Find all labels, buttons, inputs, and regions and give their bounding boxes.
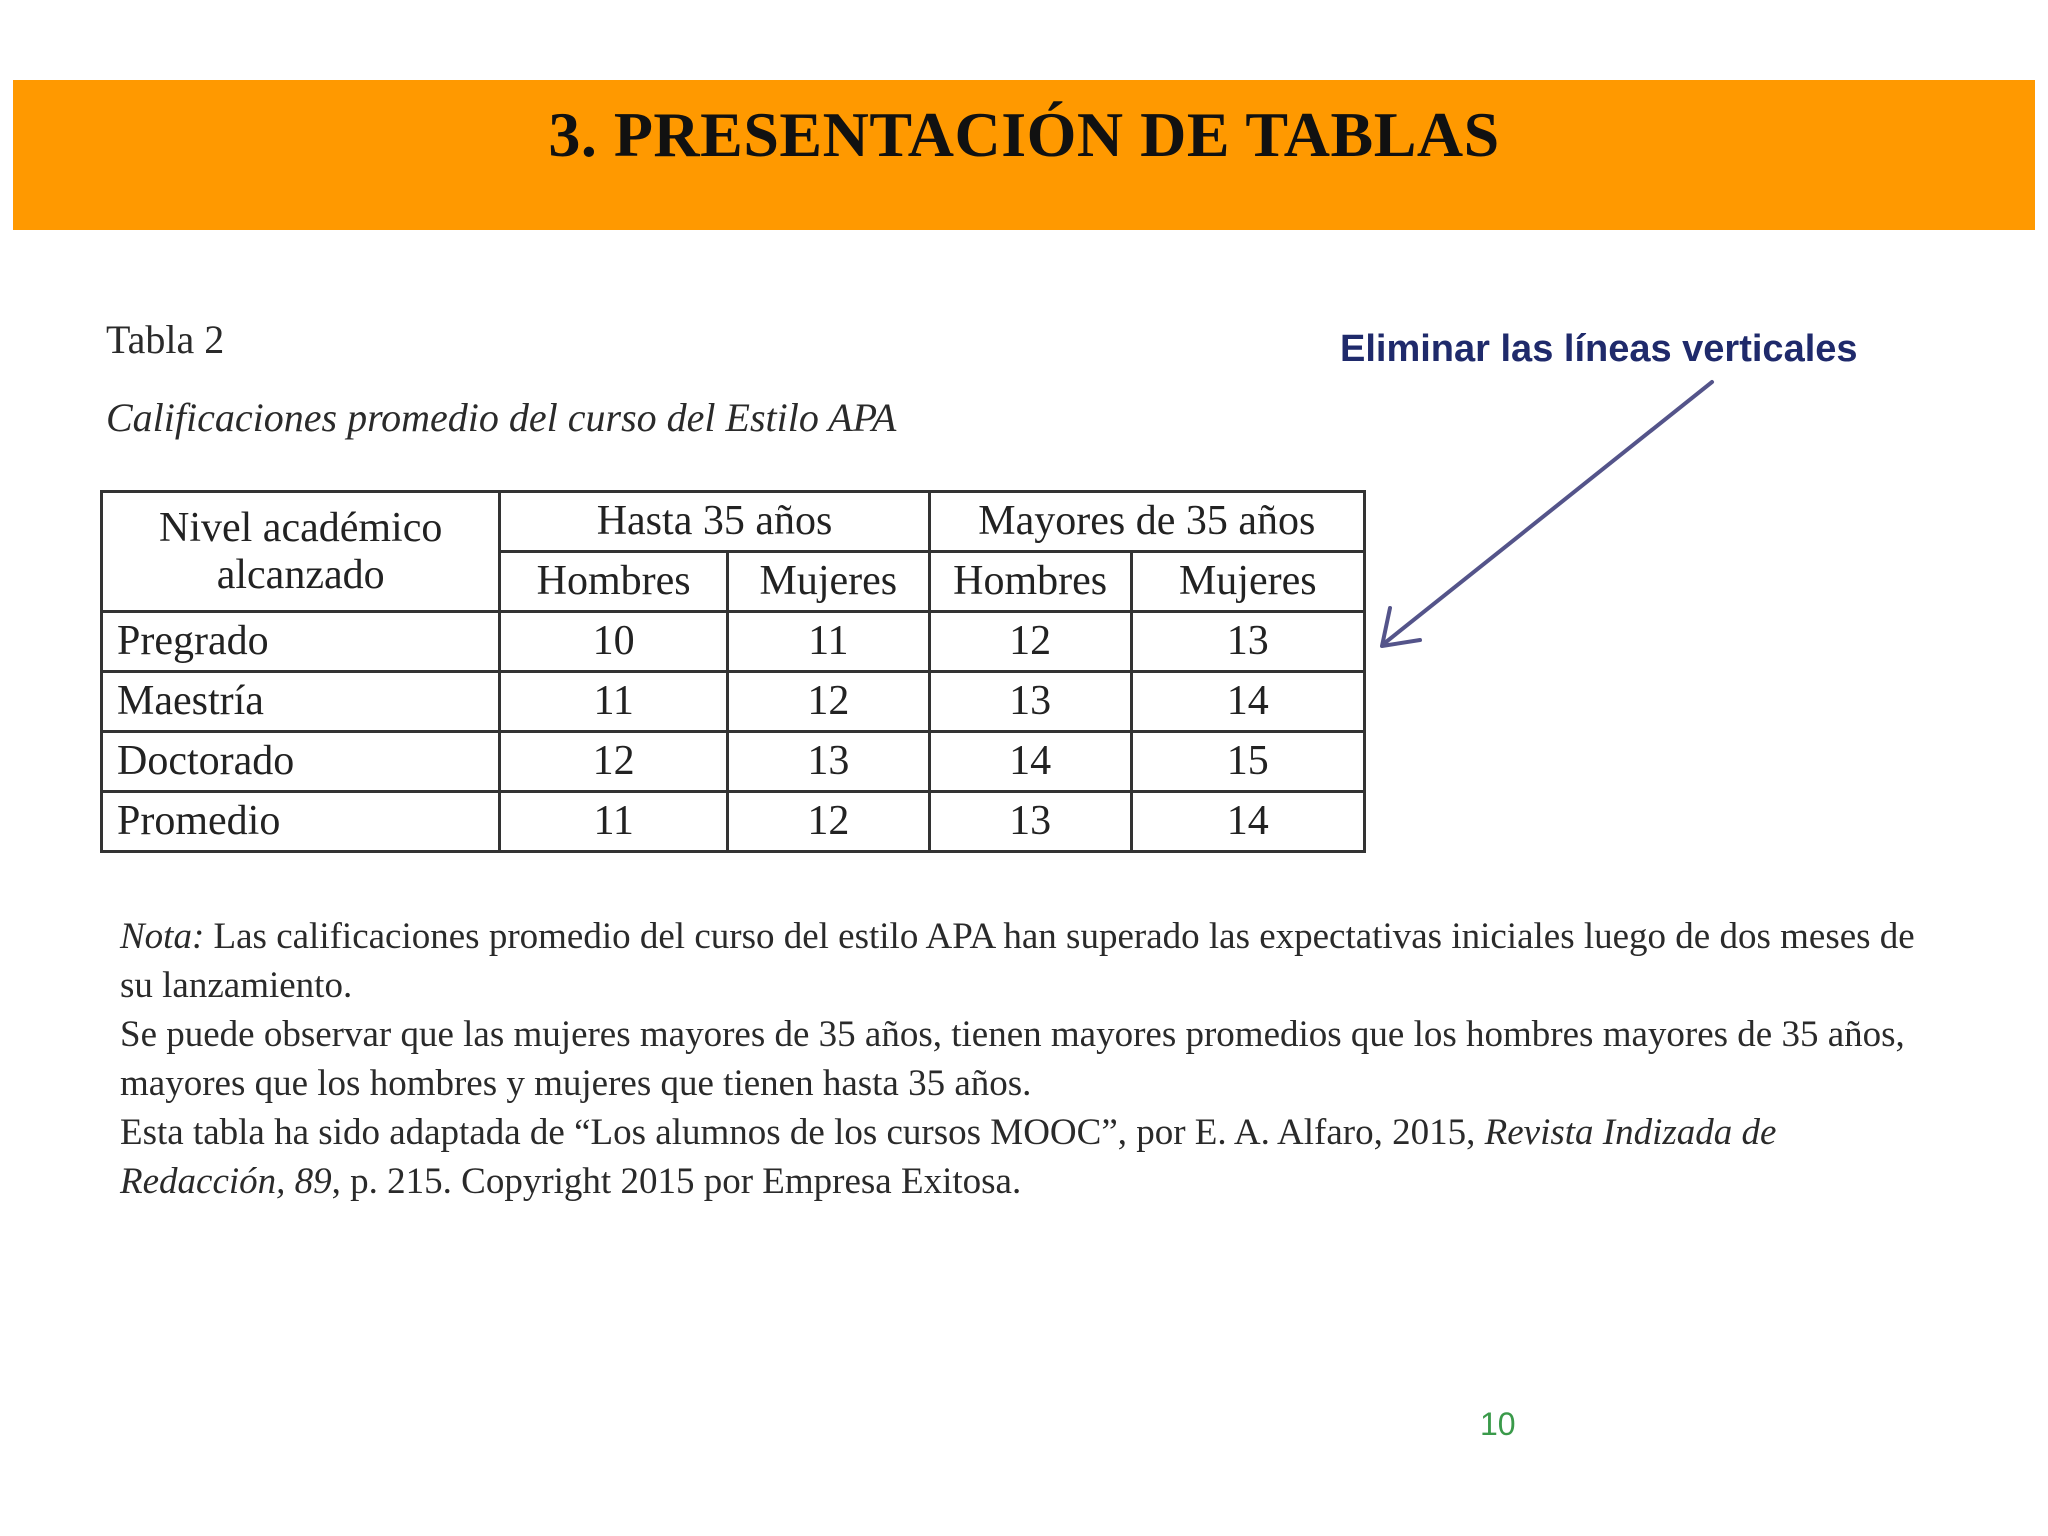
subheader-hombres: Hombres	[929, 552, 1131, 612]
slide-title: 3. PRESENTACIÓN DE TABLAS	[548, 99, 1500, 170]
table-cell: 12	[929, 612, 1131, 672]
table-label: Tabla 2	[106, 317, 225, 362]
table-cell: 14	[929, 732, 1131, 792]
observation-paragraph: Se puede observar que las mujeres mayores de 35 años, tienen mayores promedios que los hombres mayores de 35 años, mayores que los hombres y mujeres que tienen hasta 35 años.	[120, 1014, 1905, 1104]
table-cell: 13	[727, 732, 929, 792]
header-group-mayores-35: Mayores de 35 años	[929, 492, 1364, 552]
table-cell: 15	[1131, 732, 1364, 792]
row-label: Pregrado	[102, 612, 500, 672]
source-suffix: , p. 215. Copyright 2015 por Empresa Exitosa.	[331, 1161, 1022, 1202]
row-label: Promedio	[102, 792, 500, 852]
header-nivel	[102, 492, 500, 612]
table-row	[102, 792, 1365, 852]
note-text: Las calificaciones promedio del curso del estilo APA han superado las expectativas iniciales luego de dos meses de su lanzamiento.	[120, 916, 1915, 1006]
table-cell: 11	[500, 672, 728, 732]
table-header-row	[102, 492, 1365, 552]
subheader-mujeres: Mujeres	[1131, 552, 1364, 612]
source-prefix: Esta tabla ha sido adaptada de “Los alumnos de los cursos MOOC”, por E. A. Alfaro, 2015,	[120, 1112, 1485, 1153]
table-cell: 11	[500, 792, 728, 852]
table-cell: 12	[500, 732, 728, 792]
header-group-hasta-35: Hasta 35 años	[500, 492, 929, 552]
table-cell: 14	[1131, 672, 1364, 732]
table-cell: 13	[929, 672, 1131, 732]
table-cell: 12	[727, 792, 929, 852]
annotation-text: Eliminar las líneas verticales	[1340, 328, 1858, 370]
table-cell: 11	[727, 612, 929, 672]
table-cell: 13	[929, 792, 1131, 852]
subheader-mujeres: Mujeres	[727, 552, 929, 612]
note-paragraph	[120, 912, 1920, 1010]
grades-table	[100, 490, 1366, 853]
table-row	[102, 612, 1365, 672]
table-cell: 14	[1131, 792, 1364, 852]
source-journal: Revista Indizada de Redacción, 89	[120, 1112, 1777, 1202]
header-nivel-line2: alcanzado	[216, 551, 385, 598]
row-label: Doctorado	[102, 732, 500, 792]
note-label: Nota:	[120, 916, 205, 957]
table-row	[102, 672, 1365, 732]
header-nivel-line1: Nivel académico	[159, 505, 443, 552]
row-label: Maestría	[102, 672, 500, 732]
table-cell: 10	[500, 612, 728, 672]
table-notes	[120, 912, 1920, 1206]
source-paragraph	[120, 1108, 1920, 1206]
table-cell: 12	[727, 672, 929, 732]
annotation-arrow-icon	[1360, 370, 1720, 660]
table-caption: Calificaciones promedio del curso del Estilo APA	[106, 395, 897, 440]
table-row	[102, 732, 1365, 792]
page-number: 10	[1480, 1406, 1516, 1442]
table-cell: 13	[1131, 612, 1364, 672]
subheader-hombres: Hombres	[500, 552, 728, 612]
